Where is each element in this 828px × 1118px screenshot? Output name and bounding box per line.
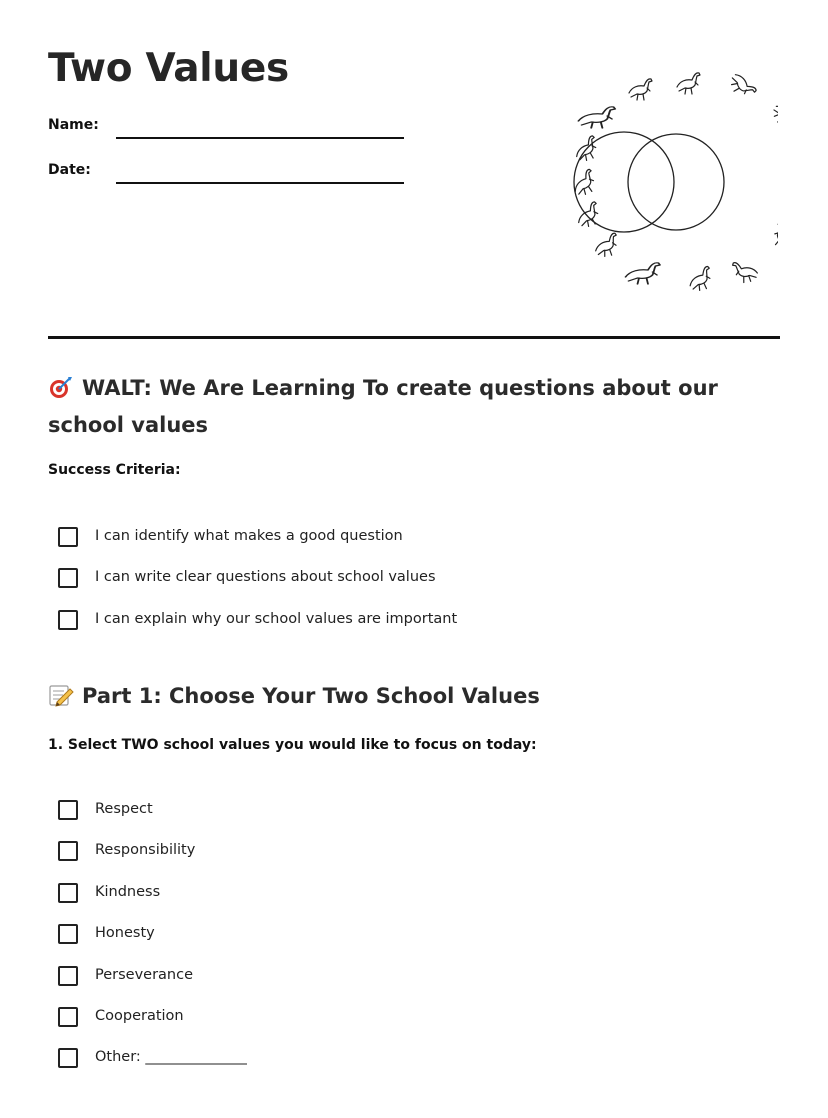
walt-heading-text: WALT: We Are Learning To create questions about our school values <box>48 376 718 437</box>
name-write-line[interactable] <box>116 137 404 139</box>
part1-heading <box>48 678 540 715</box>
success-criteria-text: I can identify what makes a good question <box>95 528 403 544</box>
date-write-line[interactable] <box>116 182 404 184</box>
worksheet-page <box>48 0 780 1118</box>
value-option-label: Perseverance <box>95 966 194 983</box>
name-label: Name: <box>48 117 99 133</box>
name-field <box>48 117 408 141</box>
success-criteria-checkbox[interactable] <box>58 610 78 630</box>
date-label: Date: <box>48 162 91 178</box>
value-option-label: Kindness <box>95 883 161 900</box>
value-option-label: Other: ______________ <box>95 1049 247 1066</box>
success-criteria-text: I can explain why our school values are important <box>95 610 458 627</box>
part1-heading-text: Part 1: Choose Your Two School Values <box>82 684 540 708</box>
success-criteria-label: Success Criteria: <box>48 462 181 478</box>
success-criteria-checkbox[interactable] <box>58 568 78 588</box>
value-option-label: Responsibility <box>95 842 196 859</box>
dinosaur-venn-diagram-icon <box>518 62 778 302</box>
value-checkbox-perseverance[interactable] <box>58 966 78 986</box>
value-checkbox-respect[interactable] <box>58 800 78 820</box>
value-option-label: Respect <box>95 801 153 817</box>
value-checkbox-other[interactable] <box>58 1048 78 1068</box>
value-checkbox-kindness[interactable] <box>58 883 78 903</box>
value-checkbox-responsibility[interactable] <box>58 841 78 861</box>
worksheet-title: Two Values <box>48 46 289 91</box>
question-1-label: 1. Select TWO school values you would like to focus on today: <box>48 737 537 753</box>
value-checkbox-honesty[interactable] <box>58 924 78 944</box>
date-field <box>48 162 408 186</box>
walt-heading <box>48 370 768 444</box>
value-option-label: Cooperation <box>95 1007 184 1024</box>
value-option-label: Honesty <box>95 925 155 942</box>
value-checkbox-cooperation[interactable] <box>58 1007 78 1027</box>
target-icon <box>48 375 74 399</box>
success-criteria-checkbox[interactable] <box>58 527 78 547</box>
success-criteria-text: I can write clear questions about school values <box>95 569 436 586</box>
memo-pencil-icon <box>48 683 74 707</box>
section-divider <box>48 336 780 339</box>
